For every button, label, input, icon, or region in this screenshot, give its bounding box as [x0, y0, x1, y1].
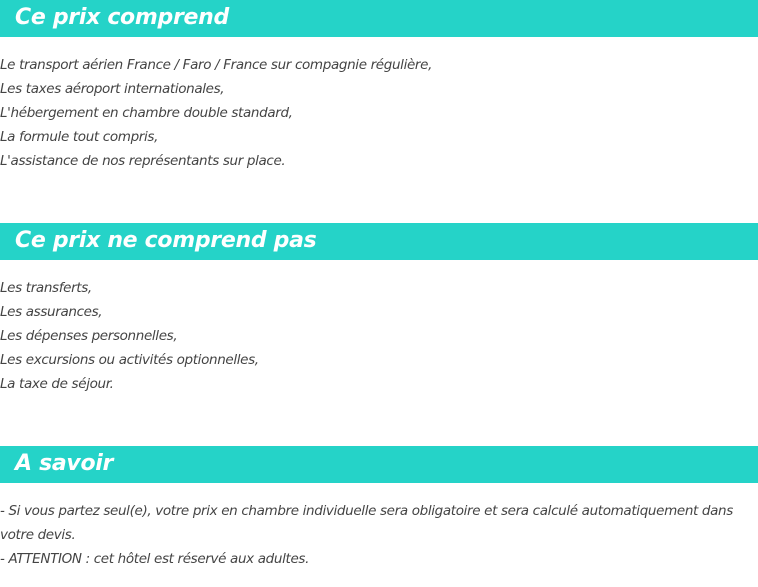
list-item: Les taxes aéroport internationales,: [0, 81, 225, 97]
list-item: - Si vous partez seul(e), votre prix en chambre individuelle sera obligatoire et sera calculé automatiquement dans votre devis.: [0, 503, 733, 543]
section-to-know: [0, 446, 758, 571]
list-item: La formule tout compris,: [0, 129, 159, 145]
list-item: Les assurances,: [0, 304, 103, 320]
list-item: Les excursions ou activités optionnelles,: [0, 352, 259, 368]
section-not-included: [0, 223, 758, 396]
list-item: Les dépenses personnelles,: [0, 328, 178, 344]
section-header-included: [0, 0, 758, 37]
section-header-not-included: [0, 223, 758, 260]
section-title: Ce prix ne comprend pas: [15, 227, 317, 253]
list-item: Les transferts,: [0, 280, 92, 296]
list-item: - ATTENTION : cet hôtel est réservé aux adultes.: [0, 551, 310, 567]
section-included: [0, 0, 758, 173]
list-item: L'assistance de nos représentants sur place.: [0, 153, 286, 169]
section-title: Ce prix comprend: [15, 4, 229, 30]
list-item: L'hébergement en chambre double standard,: [0, 105, 293, 121]
to-know-list: [0, 499, 758, 571]
list-item: Le transport aérien France / Faro / France sur compagnie régulière,: [0, 57, 433, 73]
included-list: [0, 53, 758, 173]
list-item: La taxe de séjour.: [0, 376, 114, 392]
not-included-list: [0, 276, 758, 396]
section-title: A savoir: [15, 450, 114, 476]
section-header-to-know: [0, 446, 758, 483]
